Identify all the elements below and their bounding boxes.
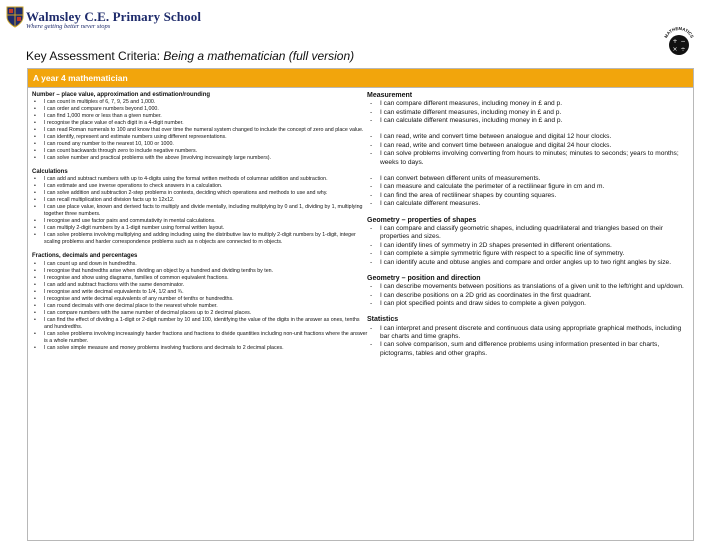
criteria-list [367,283,687,308]
badge-minus: − [680,38,686,45]
criteria-item: • I can identify, represent and estimate numbers using different representations. [32,134,368,141]
criteria-item: - I can calculate different measures, including money in £ and p. [367,117,687,125]
criteria-item: • I recognise and write decimal equivalents of any number of tenths or hundredths. [32,296,368,303]
section-title: Number – place value, approximation and estimation/rounding [32,92,211,98]
criteria-item: • I can multiply 2-digit numbers by a 1-digit number using formal written layout. [32,225,368,232]
criteria-item: • I can order and compare numbers beyond 1,000. [32,106,368,113]
criteria-item: • I recognise and use factor pairs and commutativity in mental calculations. [32,218,368,225]
criteria-item: • I can solve problems involving increasingly harder fractions and fractions to divide quantities including non-unit fractions where the answer is a whole number. [32,331,368,345]
badge-divide: ÷ [680,46,686,53]
criteria-item: - I can read, write and convert time between analogue and digital 12 hour clocks. [367,133,687,141]
section-title: Fractions, decimals and percentages [32,253,138,260]
criteria-list [32,176,368,246]
criteria-item: • I can read Roman numerals to 100 and know that over time the numeral system changed to include the concept of zero and place value. [32,127,368,134]
criteria-box [27,68,694,541]
criteria-item: - I can identify acute and obtuse angles and compare and order angles up to two right angles by size. [367,259,687,267]
criteria-item: • I recognise and write decimal equivalents to 1/4, 1/2 and ¾. [32,289,368,296]
section-geometry-shapes [367,217,687,267]
criteria-item: • I can solve problems involving multiplying and adding including using the distributive law to multiply 2-digit numbers by 1-digit, integer scaling problems and harder correspondence problems such as n objects are connected to m objects. [32,232,368,246]
section-title: Calculations [32,169,68,176]
criteria-item: - I can interpret and present discrete and continuous data using appropriate graphical methods, including bar charts and time graphs. [367,325,687,342]
criteria-item: • I recognise the place value of each digit in a 4-digit number. [32,120,368,127]
criteria-item: • I can solve addition and subtraction 2-step problems in contexts, deciding which operations and methods to use and why. [32,190,368,197]
right-column [367,92,687,366]
badge-times: × [672,46,678,53]
section-calculations [32,169,368,246]
school-crest-icon [5,5,25,29]
section-title: Measurement [367,92,413,99]
section-fractions [32,253,368,351]
criteria-item: - I can plot specified points and draw sides to complete a given polygon. [367,300,687,308]
criteria-list [32,261,368,352]
section-title: Statistics [367,316,399,324]
section-title: Geometry – properties of shapes [367,216,477,224]
criteria-item: • I can find 1,000 more or less than a given number. [32,113,368,120]
criteria-item: • I can find the effect of dividing a 1-digit or 2-digit number by 10 and 100, identifying the value of the digits in the answer as ones, tenths and hundredths. [32,317,368,331]
criteria-item: - I can describe positions on a 2D grid as coordinates in the first quadrant. [367,292,687,300]
criteria-item: • I can add and subtract numbers with up to 4-digits using the formal written methods of columnar addition and subtraction. [32,176,368,183]
criteria-item: - I can estimate different measures, including money in £ and p. [367,109,687,117]
criteria-item: - I can compare different measures, including money in £ and p. [367,100,687,108]
mathematics-badge-icon [659,23,699,63]
criteria-item: - I can calculate different measures. [367,200,687,208]
badge-label: MATHEMATICS [663,25,695,39]
section-geometry-position [367,275,687,308]
criteria-item: • I can solve number and practical problems with the above (involving increasingly large numbers). [32,155,368,162]
school-motto: Where getting better never stops [26,23,111,30]
criteria-item: - I can convert between different units of measurements. [367,175,687,183]
criteria-item: • I can round any number to the nearest 10, 100 or 1000. [32,141,368,148]
criteria-item: • I can count up and down in hundredths. [32,261,368,268]
criteria-item: • I can recall multiplication and division facts up to 12x12. [32,197,368,204]
criteria-item: - I can describe movements between positions as translations of a given unit to the left/right and up/down. [367,283,687,291]
criteria-item: - I can find the area of rectilinear shapes by counting squares. [367,192,687,200]
criteria-item: • I can add and subtract fractions with the same denominator. [32,282,368,289]
criteria-item: • I can use place value, known and derived facts to multiply and divide mentally, including multiplying by 0 and 1, dividing by 1, multiplying together three numbers. [32,204,368,218]
page-title [26,49,354,63]
criteria-item: • I can round decimals with one decimal place to the nearest whole number. [32,303,368,310]
criteria-list [32,99,368,162]
criteria-item: - I can complete a simple symmetric figure with respect to a specific line of symmetry. [367,250,687,258]
badge-plus: + [672,38,678,45]
left-column [32,92,368,359]
criteria-item: • I can count in multiples of 6, 7, 9, 25 and 1,000. [32,99,368,106]
criteria-item: • I can count backwards through zero to include negative numbers. [32,148,368,155]
section-number-place-value [32,92,368,162]
page-title-emphasis: Being a mathematician (full version) [163,49,355,63]
section-title: Geometry – position and direction [367,274,481,282]
criteria-list [367,325,687,359]
criteria-item: • I can compare numbers with the same number of decimal places up to 2 decimal places. [32,310,368,317]
section-measurement [367,92,687,209]
year-banner: A year 4 mathematician [28,69,693,88]
section-statistics [367,316,687,358]
criteria-item: - I can solve problems involving converting from hours to minutes; minutes to seconds; years to months; weeks to days. [367,150,687,167]
criteria-list [367,100,687,125]
criteria-list [367,175,687,209]
criteria-item: - I can solve comparison, sum and difference problems using information presented in bar charts, pictograms, tables and other graphs. [367,341,687,358]
criteria-item: - I can compare and classify geometric shapes, including quadrilateral and triangles based on their properties and sizes. [367,225,687,242]
criteria-item: • I recognise and show using diagrams, families of common equivalent fractions. [32,275,368,282]
criteria-item: - I can identify lines of symmetry in 2D shapes presented in different orientations. [367,242,687,250]
criteria-item: - I can read, write and convert time between analogue and digital 24 hour clocks. [367,142,687,150]
criteria-item: - I can measure and calculate the perimeter of a rectilinear figure in cm and m. [367,183,687,191]
school-name: Walmsley C.E. Primary School [26,9,202,24]
criteria-list [367,225,687,267]
page-title-prefix: Key Assessment Criteria: [26,49,164,63]
criteria-item: • I can estimate and use inverse operations to check answers in a calculation. [32,183,368,190]
criteria-item: • I can solve simple measure and money problems involving fractions and decimals to 2 decimal places. [32,345,368,352]
criteria-item: • I recognise that hundredths arise when dividing an object by a hundred and dividing tenths by ten. [32,268,368,275]
criteria-list [367,133,687,167]
